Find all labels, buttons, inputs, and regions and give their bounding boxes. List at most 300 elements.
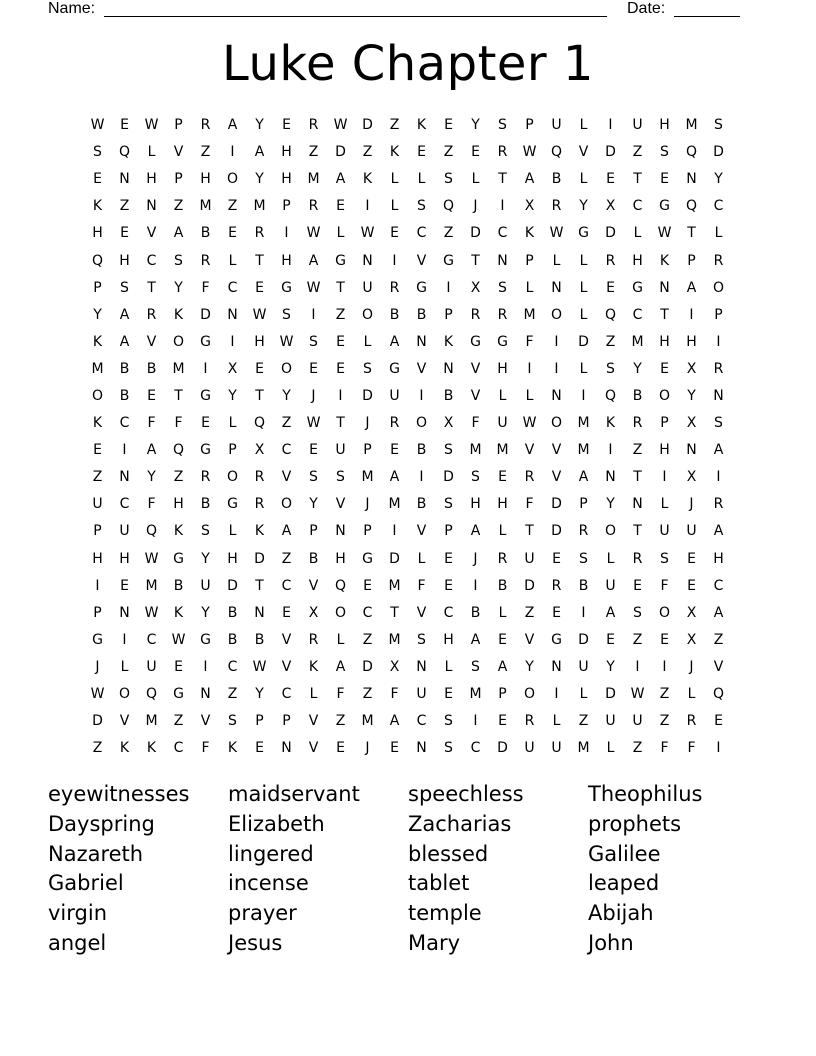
grid-letter: E bbox=[93, 442, 102, 459]
grid-letter: H bbox=[146, 171, 157, 188]
grid-letter: I bbox=[662, 658, 667, 675]
grid-letter: B bbox=[578, 577, 589, 594]
grid-letter: V bbox=[578, 144, 589, 161]
grid-letter: H bbox=[227, 550, 238, 567]
word-bank-item: virgin bbox=[48, 901, 108, 926]
grid-letter: T bbox=[255, 577, 264, 594]
grid-letter: W bbox=[144, 550, 159, 567]
grid-letter: T bbox=[687, 225, 696, 242]
grid-letter: G bbox=[497, 333, 508, 350]
grid-letter: L bbox=[498, 604, 507, 621]
grid-letter: T bbox=[336, 279, 345, 296]
grid-letter: Z bbox=[92, 469, 103, 486]
grid-letter: G bbox=[200, 631, 211, 648]
grid-letter: C bbox=[173, 740, 184, 757]
grid-letter: S bbox=[633, 604, 642, 621]
grid-letter: L bbox=[147, 144, 156, 161]
grid-letter: Y bbox=[147, 469, 156, 486]
grid-row bbox=[84, 139, 732, 166]
grid-letter: F bbox=[147, 496, 156, 513]
grid-letter: L bbox=[714, 225, 723, 242]
grid-letter: T bbox=[255, 252, 264, 269]
grid-letter: I bbox=[473, 713, 478, 730]
grid-letter: H bbox=[659, 117, 670, 134]
grid-letter: X bbox=[389, 658, 400, 675]
grid-row bbox=[84, 546, 732, 573]
grid-letter: P bbox=[174, 171, 183, 188]
grid-letter: Q bbox=[172, 442, 185, 459]
grid-letter: O bbox=[118, 686, 131, 703]
grid-letter: M bbox=[199, 198, 212, 215]
grid-letter: D bbox=[497, 740, 508, 757]
grid-letter: O bbox=[523, 686, 536, 703]
grid-letter: N bbox=[605, 469, 616, 486]
grid-letter: L bbox=[579, 279, 588, 296]
grid-letter: I bbox=[392, 523, 397, 540]
grid-letter: S bbox=[336, 469, 345, 486]
word-bank bbox=[48, 780, 768, 959]
grid-letter: U bbox=[146, 658, 157, 675]
grid-letter: R bbox=[497, 306, 508, 323]
grid-row bbox=[84, 708, 732, 735]
grid-letter: I bbox=[203, 658, 208, 675]
grid-letter: B bbox=[470, 604, 481, 621]
grid-letter: V bbox=[470, 387, 481, 404]
grid-letter: A bbox=[713, 604, 724, 621]
grid-letter: K bbox=[524, 225, 535, 242]
grid-row bbox=[84, 275, 732, 302]
grid-letter: K bbox=[605, 415, 616, 432]
grid-letter: D bbox=[254, 550, 265, 567]
grid-letter: T bbox=[660, 306, 669, 323]
grid-letter: L bbox=[120, 658, 129, 675]
grid-letter: R bbox=[686, 713, 697, 730]
grid-letter: S bbox=[714, 117, 723, 134]
grid-letter: Z bbox=[227, 686, 238, 703]
grid-letter: Z bbox=[335, 713, 346, 730]
grid-letter: I bbox=[500, 198, 505, 215]
grid-letter: K bbox=[443, 333, 454, 350]
grid-letter: M bbox=[145, 577, 158, 594]
grid-letter: P bbox=[660, 415, 669, 432]
grid-letter: T bbox=[471, 252, 480, 269]
grid-letter: A bbox=[497, 658, 508, 675]
grid-letter: C bbox=[119, 496, 130, 513]
grid-letter: L bbox=[417, 550, 426, 567]
word-bank-item: Theophilus bbox=[588, 782, 703, 806]
grid-letter: L bbox=[336, 225, 345, 242]
grid-letter: I bbox=[446, 279, 451, 296]
grid-letter: U bbox=[551, 740, 562, 757]
grid-letter: M bbox=[388, 496, 401, 513]
grid-letter: E bbox=[498, 713, 507, 730]
grid-letter: E bbox=[660, 171, 669, 188]
grid-letter: M bbox=[388, 577, 401, 594]
grid-letter: E bbox=[390, 740, 399, 757]
grid-letter: C bbox=[713, 577, 724, 594]
grid-letter: P bbox=[498, 686, 507, 703]
grid-letter: O bbox=[712, 279, 725, 296]
grid-letter: W bbox=[522, 144, 537, 161]
grid-letter: C bbox=[416, 713, 427, 730]
grid-letter: M bbox=[361, 469, 374, 486]
grid-letter: W bbox=[144, 604, 159, 621]
grid-letter: Z bbox=[605, 333, 616, 350]
grid-letter: U bbox=[362, 279, 373, 296]
grid-letter: A bbox=[470, 523, 481, 540]
grid-letter: C bbox=[146, 252, 157, 269]
grid-letter: Z bbox=[659, 713, 670, 730]
grid-letter: U bbox=[605, 577, 616, 594]
grid-letter: Q bbox=[145, 523, 158, 540]
grid-letter: O bbox=[334, 604, 347, 621]
grid-letter: G bbox=[173, 686, 184, 703]
name-label: Name: bbox=[48, 0, 96, 17]
grid-letter: N bbox=[254, 604, 265, 621]
grid-letter: N bbox=[227, 306, 238, 323]
grid-letter: Z bbox=[524, 604, 535, 621]
grid-letter: W bbox=[144, 117, 159, 134]
word-bank-item: temple bbox=[408, 901, 482, 926]
grid-letter: L bbox=[444, 658, 453, 675]
grid-letter: M bbox=[577, 442, 590, 459]
grid-letter: S bbox=[606, 360, 615, 377]
grid-letter: C bbox=[632, 306, 643, 323]
grid-letter: Y bbox=[201, 550, 210, 567]
grid-letter: Y bbox=[471, 117, 480, 134]
grid-letter: D bbox=[578, 631, 589, 648]
grid-letter: E bbox=[687, 577, 696, 594]
grid-letter: M bbox=[685, 117, 698, 134]
grid-letter: E bbox=[444, 577, 453, 594]
grid-letter: R bbox=[713, 252, 724, 269]
grid-letter: V bbox=[308, 577, 319, 594]
grid-letter: S bbox=[417, 198, 426, 215]
grid-letter: G bbox=[173, 550, 184, 567]
grid-letter: H bbox=[281, 252, 292, 269]
grid-letter: P bbox=[93, 279, 102, 296]
grid-letter: U bbox=[551, 117, 562, 134]
grid-letter: P bbox=[525, 117, 534, 134]
grid-letter: V bbox=[551, 442, 562, 459]
grid-letter: G bbox=[443, 252, 454, 269]
grid-letter: W bbox=[522, 415, 537, 432]
grid-letter: L bbox=[471, 171, 480, 188]
grid-letter: B bbox=[551, 171, 562, 188]
grid-letter: E bbox=[309, 442, 318, 459]
grid-letter: V bbox=[416, 604, 427, 621]
word-bank-item: Nazareth bbox=[48, 841, 144, 866]
grid-letter: K bbox=[254, 523, 265, 540]
grid-letter: I bbox=[230, 333, 235, 350]
grid-letter: B bbox=[119, 360, 130, 377]
grid-letter: W bbox=[549, 225, 564, 242]
date-blank-line bbox=[674, 16, 740, 17]
grid-letter: L bbox=[579, 306, 588, 323]
grid-letter: K bbox=[308, 658, 319, 675]
grid-letter: I bbox=[581, 387, 586, 404]
grid-letter: G bbox=[578, 225, 589, 242]
grid-letter: O bbox=[361, 306, 374, 323]
grid-letter: V bbox=[119, 713, 130, 730]
grid-letter: A bbox=[281, 523, 292, 540]
grid-letter: M bbox=[577, 740, 590, 757]
grid-letter: B bbox=[227, 604, 238, 621]
grid-letter: Y bbox=[633, 360, 642, 377]
grid-letter: N bbox=[551, 387, 562, 404]
grid-letter: V bbox=[335, 496, 346, 513]
grid-letter: U bbox=[659, 523, 670, 540]
grid-letter: S bbox=[498, 279, 507, 296]
grid-letter: I bbox=[230, 144, 235, 161]
grid-letter: S bbox=[444, 171, 453, 188]
grid-letter: A bbox=[254, 144, 265, 161]
grid-letter: R bbox=[632, 550, 643, 567]
grid-letter: H bbox=[92, 550, 103, 567]
grid-letter: Y bbox=[606, 496, 615, 513]
grid-letter: G bbox=[659, 198, 670, 215]
grid-letter: P bbox=[93, 523, 102, 540]
grid-letter: D bbox=[713, 144, 724, 161]
grid-letter: K bbox=[416, 117, 427, 134]
word-bank-item: Elizabeth bbox=[228, 811, 325, 836]
grid-letter: O bbox=[280, 360, 293, 377]
grid-letter: I bbox=[419, 469, 424, 486]
grid-letter: B bbox=[200, 496, 211, 513]
grid-letter: M bbox=[577, 415, 590, 432]
grid-letter: S bbox=[579, 550, 588, 567]
grid-letter: X bbox=[686, 469, 697, 486]
grid-letter: S bbox=[471, 469, 480, 486]
grid-letter: C bbox=[416, 225, 427, 242]
grid-letter: S bbox=[174, 252, 183, 269]
grid-letter: N bbox=[416, 658, 427, 675]
grid-letter: Z bbox=[119, 198, 130, 215]
grid-letter: H bbox=[92, 225, 103, 242]
grid-letter: D bbox=[551, 496, 562, 513]
grid-letter: V bbox=[551, 469, 562, 486]
grid-letter: C bbox=[443, 604, 454, 621]
grid-letter: N bbox=[632, 496, 643, 513]
grid-letter: E bbox=[444, 686, 453, 703]
worksheet-header bbox=[0, 0, 816, 20]
grid-letter: W bbox=[657, 225, 672, 242]
grid-letter: T bbox=[498, 171, 507, 188]
grid-letter: X bbox=[686, 604, 697, 621]
grid-row bbox=[84, 600, 732, 627]
grid-letter: L bbox=[525, 387, 534, 404]
word-bank-item: eyewitnesses bbox=[48, 782, 190, 806]
grid-letter: N bbox=[335, 523, 346, 540]
grid-letter: I bbox=[203, 360, 208, 377]
grid-letter: L bbox=[579, 117, 588, 134]
grid-row bbox=[84, 383, 732, 410]
grid-letter: K bbox=[362, 171, 373, 188]
grid-letter: A bbox=[686, 279, 697, 296]
grid-letter: I bbox=[527, 360, 532, 377]
grid-letter: A bbox=[146, 442, 157, 459]
grid-letter: L bbox=[552, 252, 561, 269]
word-bank-item: Dayspring bbox=[48, 811, 155, 836]
grid-letter: W bbox=[630, 686, 645, 703]
grid-letter: T bbox=[633, 523, 642, 540]
grid-letter: V bbox=[524, 631, 535, 648]
grid-letter: L bbox=[525, 279, 534, 296]
grid-letter: G bbox=[200, 442, 211, 459]
grid-letter: P bbox=[282, 198, 291, 215]
grid-letter: N bbox=[416, 333, 427, 350]
grid-letter: T bbox=[255, 387, 264, 404]
grid-letter: S bbox=[417, 631, 426, 648]
grid-letter: L bbox=[417, 171, 426, 188]
grid-row bbox=[84, 356, 732, 383]
grid-row bbox=[84, 166, 732, 193]
grid-letter: A bbox=[173, 225, 184, 242]
grid-letter: S bbox=[309, 469, 318, 486]
grid-letter: B bbox=[632, 387, 643, 404]
grid-letter: V bbox=[416, 523, 427, 540]
grid-letter: Y bbox=[309, 496, 318, 513]
grid-letter: N bbox=[119, 604, 130, 621]
grid-letter: A bbox=[605, 604, 616, 621]
grid-letter: N bbox=[659, 279, 670, 296]
grid-letter: A bbox=[227, 117, 238, 134]
grid-letter: V bbox=[173, 144, 184, 161]
grid-letter: K bbox=[92, 198, 103, 215]
grid-letter: H bbox=[497, 496, 508, 513]
grid-letter: G bbox=[470, 333, 481, 350]
grid-letter: R bbox=[713, 496, 724, 513]
grid-letter: L bbox=[633, 225, 642, 242]
grid-letter: D bbox=[605, 225, 616, 242]
grid-letter: Z bbox=[173, 198, 184, 215]
grid-letter: I bbox=[716, 469, 721, 486]
grid-letter: L bbox=[579, 252, 588, 269]
grid-letter: E bbox=[606, 631, 615, 648]
grid-letter: Q bbox=[442, 198, 455, 215]
grid-letter: M bbox=[523, 306, 536, 323]
grid-letter: U bbox=[416, 686, 427, 703]
grid-letter: G bbox=[281, 279, 292, 296]
grid-letter: P bbox=[363, 523, 372, 540]
grid-letter: V bbox=[416, 360, 427, 377]
grid-letter: H bbox=[470, 496, 481, 513]
grid-letter: D bbox=[605, 686, 616, 703]
grid-letter: W bbox=[333, 117, 348, 134]
grid-letter: H bbox=[119, 550, 130, 567]
grid-letter: W bbox=[90, 117, 105, 134]
grid-letter: O bbox=[415, 415, 428, 432]
grid-letter: L bbox=[336, 631, 345, 648]
grid-letter: Q bbox=[604, 387, 617, 404]
grid-letter: O bbox=[550, 306, 563, 323]
grid-letter: Q bbox=[550, 144, 563, 161]
grid-letter: Q bbox=[685, 198, 698, 215]
grid-letter: M bbox=[253, 198, 266, 215]
grid-letter: D bbox=[578, 333, 589, 350]
word-bank-item: prophets bbox=[588, 811, 682, 836]
grid-letter: Y bbox=[255, 171, 264, 188]
grid-letter: V bbox=[416, 252, 427, 269]
grid-letter: X bbox=[686, 631, 697, 648]
grid-letter: Z bbox=[362, 631, 373, 648]
grid-letter: F bbox=[201, 740, 210, 757]
grid-letter: R bbox=[497, 144, 508, 161]
grid-letter: G bbox=[200, 387, 211, 404]
grid-letter: C bbox=[362, 604, 373, 621]
grid-letter: E bbox=[309, 360, 318, 377]
grid-letter: E bbox=[471, 144, 480, 161]
grid-letter: L bbox=[363, 333, 372, 350]
grid-letter: H bbox=[659, 333, 670, 350]
grid-letter: R bbox=[578, 523, 589, 540]
grid-letter: E bbox=[336, 333, 345, 350]
grid-row bbox=[84, 464, 732, 491]
grid-letter: B bbox=[389, 306, 400, 323]
grid-letter: D bbox=[92, 713, 103, 730]
grid-letter: O bbox=[91, 387, 104, 404]
grid-letter: O bbox=[604, 523, 617, 540]
grid-letter: I bbox=[581, 604, 586, 621]
grid-letter: N bbox=[119, 469, 130, 486]
grid-letter: I bbox=[689, 306, 694, 323]
grid-letter: D bbox=[551, 523, 562, 540]
grid-letter: D bbox=[335, 144, 346, 161]
grid-letter: A bbox=[119, 306, 130, 323]
grid-letter: I bbox=[284, 225, 289, 242]
grid-letter: Z bbox=[281, 415, 292, 432]
word-bank-item: Mary bbox=[408, 930, 461, 955]
grid-row bbox=[84, 193, 732, 220]
grid-letter: O bbox=[658, 604, 671, 621]
grid-letter: Z bbox=[389, 117, 400, 134]
grid-letter: B bbox=[119, 387, 130, 404]
grid-letter: Q bbox=[685, 144, 698, 161]
grid-letter: U bbox=[389, 387, 400, 404]
grid-letter: E bbox=[390, 442, 399, 459]
grid-letter: L bbox=[579, 360, 588, 377]
grid-letter: U bbox=[119, 523, 130, 540]
grid-letter: U bbox=[524, 550, 535, 567]
grid-letter: H bbox=[281, 171, 292, 188]
grid-letter: Y bbox=[282, 387, 291, 404]
grid-letter: A bbox=[308, 252, 319, 269]
grid-letter: N bbox=[200, 686, 211, 703]
grid-letter: E bbox=[363, 577, 372, 594]
grid-letter: L bbox=[498, 523, 507, 540]
grid-letter: I bbox=[662, 469, 667, 486]
grid-letter: R bbox=[200, 469, 211, 486]
grid-letter: A bbox=[335, 658, 346, 675]
grid-row bbox=[84, 302, 732, 329]
grid-letter: H bbox=[713, 550, 724, 567]
grid-letter: Y bbox=[93, 306, 102, 323]
grid-letter: S bbox=[660, 144, 669, 161]
grid-letter: S bbox=[201, 523, 210, 540]
grid-letter: R bbox=[308, 198, 319, 215]
grid-letter: T bbox=[633, 469, 642, 486]
grid-letter: H bbox=[173, 496, 184, 513]
grid-letter: S bbox=[120, 279, 129, 296]
grid-letter: Z bbox=[443, 144, 454, 161]
grid-letter: Y bbox=[606, 658, 615, 675]
grid-letter: Y bbox=[579, 198, 588, 215]
grid-letter: V bbox=[281, 658, 292, 675]
grid-letter: L bbox=[228, 415, 237, 432]
grid-letter: I bbox=[608, 442, 613, 459]
grid-letter: E bbox=[714, 713, 723, 730]
grid-letter: S bbox=[714, 415, 723, 432]
